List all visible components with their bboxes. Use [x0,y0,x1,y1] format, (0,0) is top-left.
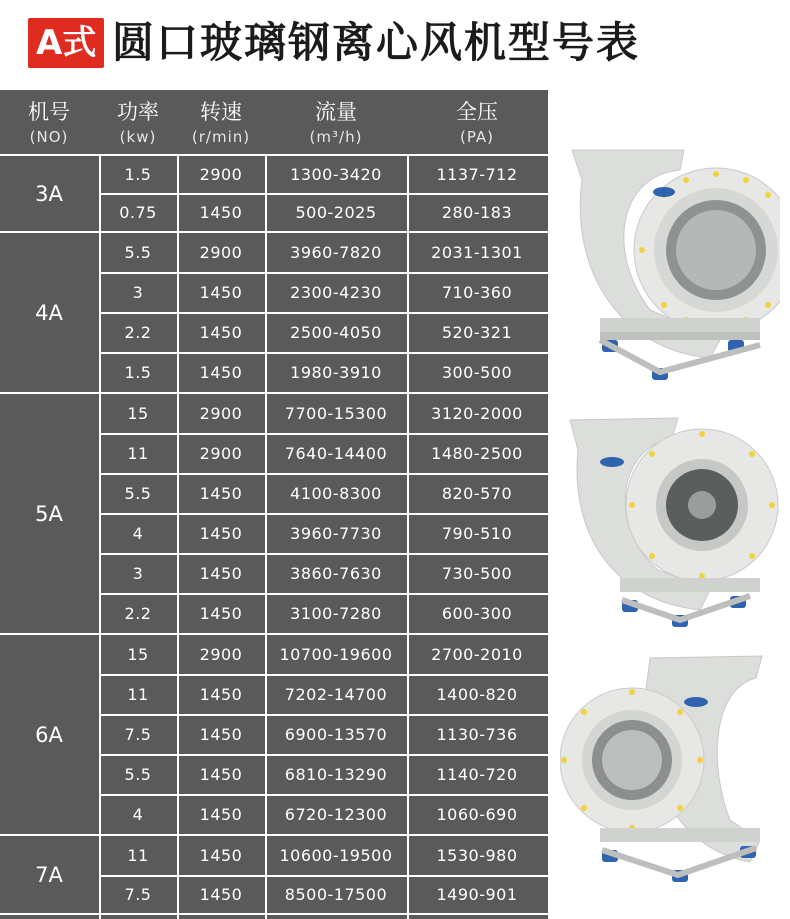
cell-speed: 1450 [199,765,243,784]
row-divider [100,593,548,595]
cell-speed: 1450 [199,846,243,865]
model-label: 4A [35,301,63,325]
cell-flow: 10600-19500 [279,846,393,865]
cell-power: 15 [127,404,149,423]
fan-photo-2 [560,410,780,640]
row-divider [100,754,548,756]
fan-photo-1 [560,140,780,390]
header-pressure-label: 全压 [456,100,498,124]
cell-flow: 6810-13290 [284,765,388,784]
cell-flow: 3960-7730 [290,524,382,543]
header-flow-unit: (m³/h) [309,128,363,146]
cell-pressure: 1140-720 [436,765,518,784]
row-divider [100,433,548,435]
row-divider [100,875,548,877]
cell-flow: 3860-7630 [290,564,382,583]
column-divider [407,154,409,919]
cell-power: 5.5 [124,243,152,262]
header-model [0,95,98,155]
cell-flow: 7202-14700 [284,685,388,704]
cell-speed: 1450 [199,725,243,744]
header-flow [266,95,406,155]
cell-power: 11 [127,444,149,463]
row-divider [100,513,548,515]
cell-pressure: 1480-2500 [431,444,523,463]
cell-pressure: 790-510 [441,524,513,543]
page-header [0,0,790,90]
cell-power: 3 [132,283,144,302]
cell-pressure: 1530-980 [436,846,518,865]
header-power-label: 功率 [117,100,159,124]
cell-power: 11 [127,685,149,704]
cell-flow: 7640-14400 [284,444,388,463]
cell-speed: 2900 [199,444,243,463]
cell-flow: 10700-19600 [279,645,393,664]
cell-power: 1.5 [124,363,152,382]
row-divider [100,794,548,796]
cell-pressure: 300-500 [441,363,513,382]
cell-flow: 6720-12300 [284,805,388,824]
cell-pressure: 2031-1301 [431,243,523,262]
cell-power: 5.5 [124,765,152,784]
cell-flow: 7700-15300 [284,404,388,423]
cell-flow: 1980-3910 [290,363,382,382]
cell-pressure: 1490-901 [436,885,518,904]
cell-pressure: 1130-736 [436,725,518,744]
cell-speed: 2900 [199,645,243,664]
cell-flow: 3960-7820 [290,243,382,262]
cell-speed: 1450 [199,564,243,583]
cell-pressure: 280-183 [441,203,513,222]
cell-pressure: 710-360 [441,283,513,302]
cell-power: 5.5 [124,484,152,503]
cell-pressure: 730-500 [441,564,513,583]
cell-power: 7.5 [124,885,152,904]
header-power [100,95,176,155]
row-divider [100,473,548,475]
cell-speed: 2900 [199,243,243,262]
cell-flow: 6900-13570 [284,725,388,744]
header-speed-unit: (r/min) [191,128,251,146]
cell-flow: 4100-8300 [290,484,382,503]
fan-photo-3 [560,650,780,890]
cell-power: 0.75 [119,203,157,222]
header-flow-label: 流量 [315,100,357,124]
cell-flow: 8500-17500 [284,885,388,904]
cell-speed: 1450 [199,363,243,382]
cell-pressure: 2700-2010 [431,645,523,664]
cell-power: 4 [132,524,144,543]
cell-power: 1.5 [124,165,152,184]
cell-speed: 1450 [199,323,243,342]
column-divider [177,154,179,919]
cell-flow: 3100-7280 [290,604,382,623]
model-label: 6A [35,723,63,747]
cell-speed: 1450 [199,805,243,824]
header-speed-label: 转速 [200,100,242,124]
cell-speed: 1450 [199,203,243,222]
cell-pressure: 1137-712 [436,165,518,184]
cell-flow: 2300-4230 [290,283,382,302]
model-label: 3A [35,182,63,206]
row-divider [100,312,548,314]
cell-speed: 1450 [199,685,243,704]
cell-speed: 2900 [199,165,243,184]
row-divider [100,352,548,354]
column-divider [99,154,101,919]
cell-speed: 1450 [199,604,243,623]
cell-speed: 2900 [199,404,243,423]
cell-speed: 1450 [199,885,243,904]
header-speed [178,95,264,155]
model-label: 7A [35,863,63,887]
cell-power: 7.5 [124,725,152,744]
column-divider [265,154,267,919]
row-divider [100,674,548,676]
cell-flow: 1300-3420 [290,165,382,184]
header-model-unit: (NO) [29,128,69,146]
row-divider [100,272,548,274]
cell-flow: 500-2025 [295,203,377,222]
cell-pressure: 1400-820 [436,685,518,704]
cell-power: 15 [127,645,149,664]
cell-pressure: 520-321 [441,323,513,342]
cell-power: 4 [132,805,144,824]
cell-pressure: 820-570 [441,484,513,503]
header-power-unit: (kw) [119,128,157,146]
row-divider [100,714,548,716]
group-divider [0,913,548,915]
row-divider [100,553,548,555]
page-title: 圆口玻璃钢离心风机型号表 [112,18,641,67]
type-badge: A式 [28,18,104,68]
cell-power: 3 [132,564,144,583]
cell-power: 2.2 [124,604,152,623]
header-model-label: 机号 [28,100,70,124]
cell-flow: 2500-4050 [290,323,382,342]
cell-speed: 1450 [199,484,243,503]
cell-pressure: 1060-690 [436,805,518,824]
cell-pressure: 3120-2000 [431,404,523,423]
cell-pressure: 600-300 [441,604,513,623]
cell-speed: 1450 [199,283,243,302]
cell-speed: 1450 [199,524,243,543]
cell-power: 11 [127,846,149,865]
cell-power: 2.2 [124,323,152,342]
model-label: 5A [35,502,63,526]
header-pressure-unit: (PA) [459,128,495,146]
header-pressure [408,95,546,155]
row-divider [100,193,548,195]
